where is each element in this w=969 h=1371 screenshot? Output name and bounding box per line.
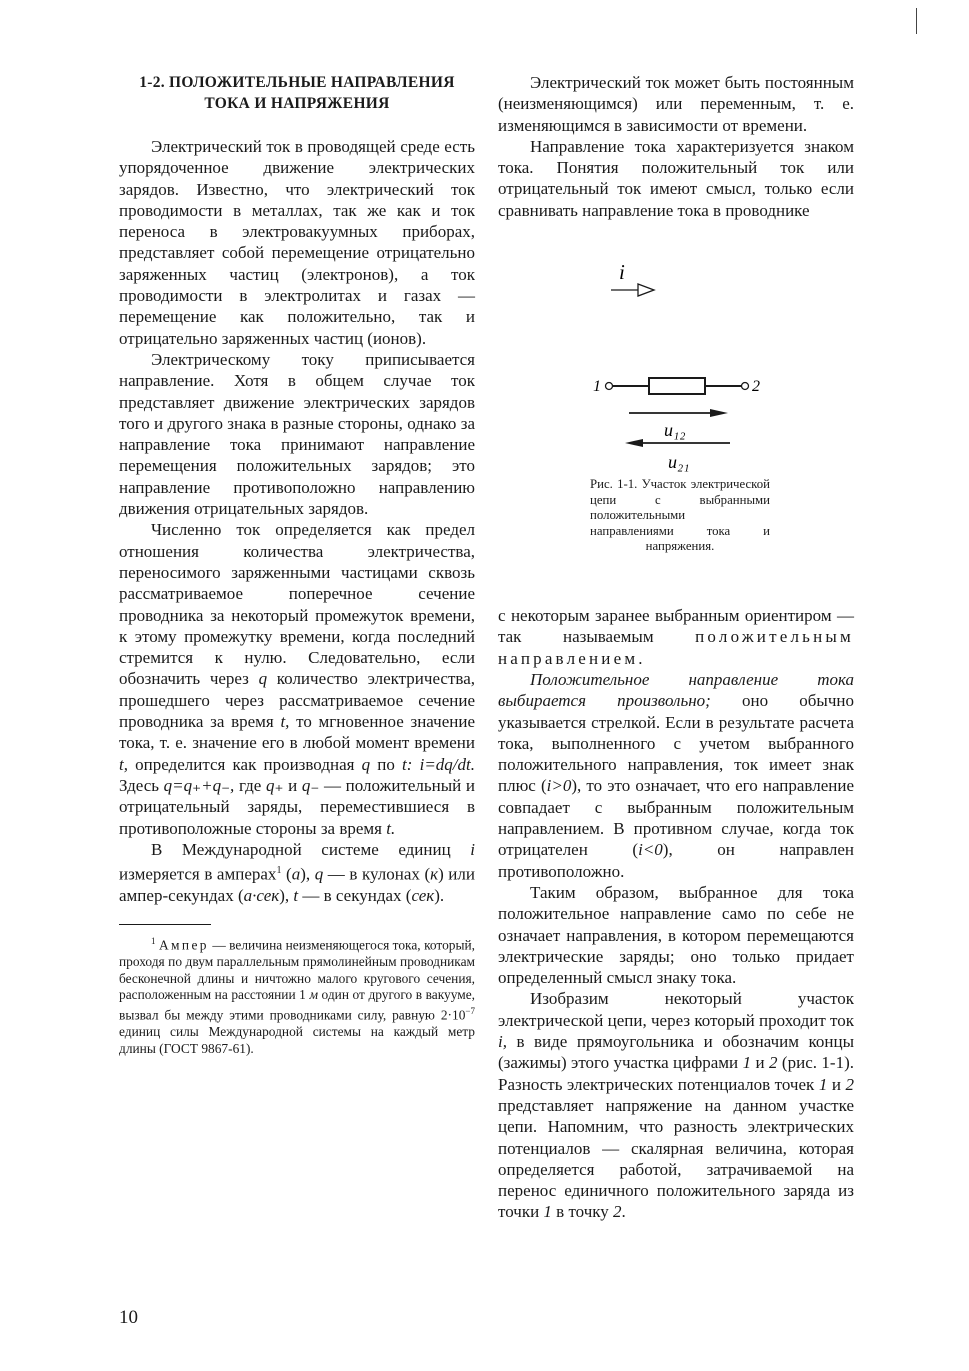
paragraph-current-magnitude: Численно ток определяется как предел отношения количества электричества, переносимого заряженными частицами сквозь рассматриваемое поперечное сечение проводника за некоторый промежуток времени, к этому промежутку времени, когда последний стремится к нулю. Следовательно, если обозначить через q количество электричества, прошедшего через рассматриваемое сечение проводника за время t, то мгновенное значение тока, т. е. значение его в любой момент времени t, определится как производная q по t: i=dq/dt. Здесь q=q₊+q₋, где q₊ и q₋ — положительный и отрицательный заряды, переместившиеся в противоположные стороны за время t.	[119, 520, 475, 838]
u21-label: u₂₁	[668, 452, 690, 473]
left-column	[119, 72, 475, 1057]
figure-1-1	[498, 231, 854, 554]
right-column	[498, 72, 854, 1223]
section-number: 1-2.	[139, 74, 165, 91]
circuit-diagram	[498, 231, 854, 493]
paragraph-arbitrary-direction: Положительное направление тока выбирается произвольно; оно обычно указывается стрелкой. Если в результате расчета тока, выполненного с учетом выбранного положительного направления, ток имеет знак плюс (i>0), то это означает, что его направление совпадает с выбранным положительным направлением. В противном случае, когда ток отрицателен (i<0), он направлен противоположно.	[498, 669, 855, 881]
u12-arrow-head	[710, 409, 728, 417]
u12-label: u₁₂	[664, 420, 686, 441]
section-title-line1: ПОЛОЖИТЕЛЬНЫЕ НАПРАВЛЕНИЯ	[169, 74, 455, 91]
formula-current-derivative: t: i=dq/dt.	[402, 754, 475, 774]
terminal-2	[742, 383, 749, 390]
footnote-reference: 1	[276, 865, 282, 877]
figure-caption: Рис. 1-1. Участок электрической цепи с выбранными положительными направлениями тока и напряжения.	[590, 477, 770, 554]
section-heading	[119, 72, 475, 114]
footnote-divider	[119, 924, 211, 925]
edge-mark	[916, 8, 917, 34]
node-1-label: 1	[593, 378, 601, 396]
term-positive-direction: положительным направлением.	[498, 627, 854, 668]
paragraph-si-units: В Международной системе единиц i измеряется в амперах$^1$ (а), q — в кулонах (к) или ампер-секундах (а·сек), t — в секундах (сек).	[119, 839, 475, 906]
circuit-element-rectangle	[649, 378, 705, 394]
current-arrow-head	[638, 284, 654, 296]
italic-statement: Положительное направление тока выбирается произвольно;	[498, 669, 854, 711]
paragraph-circuit-section: Изобразим некоторый участок электрической цепи, через который проходит ток i, в виде прямоугольника и обозначим концы (зажимы) этого участка цифрами 1 и 2 (рис. 1-1). Разность электрических потенциалов точек 1 и 2 представляет напряжение на данном участке цепи. Напомним, что разность электрических потенциалов — скалярная величина, которая определяется работой, затрачиваемой на перенос единичного положительного заряда из точки 1 в точку 2.	[498, 989, 854, 1222]
footnote-ampere: $^1$ Ампер — величина неизменяющегося тока, который, проходя по двум параллельным прямолинейным проводникам бесконечной длины и ничтожно малого кругового сечения, расположенным на расстоянии 1 м один от другого в вакууме, вызвал бы между этими проводниками силу, равную $2\cdot 10^{-7}$ единиц силы Международной системы на каждый метр длины (ГОСТ 9867-61).	[119, 936, 475, 1056]
node-2-label: 2	[752, 378, 760, 396]
paragraph-reference-direction: с некоторым заранее выбранным ориентиром — так называемым положительным направлением.	[498, 606, 854, 668]
paragraph-current-direction: Электрическому току приписывается направление. Хотя в общем случае ток представляет движение электрических зарядов того и другого знака в разные стороны, однако за направление тока принимают направление перемещения положительных зарядов; это направление противоположно направлению движения отрицательных зарядов.	[119, 349, 475, 519]
current-label: i	[619, 260, 625, 285]
page-number: 10	[119, 1307, 138, 1328]
terminal-1	[606, 383, 613, 390]
paragraph-sign-meaning: Таким образом, выбранное для тока положительное направление само по себе не означает направления, в котором перемещаются электрические заряды; оно только придает определенный смысл знаку тока.	[498, 882, 854, 988]
section-title-line2: ТОКА И НАПРЯЖЕНИЯ	[204, 95, 390, 112]
formula-total-charge: q=q₊+q₋,	[163, 775, 235, 795]
paragraph-dc-ac: Электрический ток может быть постоянным (неизменяющимся) или переменным, т. е. изменяющимся в зависимости от времени.	[498, 73, 854, 135]
u21-arrow-head	[625, 439, 643, 447]
paragraph-current-sign: Направление тока характеризуется знаком тока. Понятия положительный ток или отрицательный ток имеют смысл, только если сравнивать направление тока в проводнике	[498, 136, 854, 220]
paragraph-electric-current-definition: Электрический ток в проводящей среде есть упорядоченное движение электрических зарядов. Известно, что электрический ток проводимости в металлах, так же как и ток переноса в электровакуумных приборах, представляет собой перемещение отрицательно заряженных частиц (электронов), а ток проводимости в электролитах и газах — перемещение как положительно, так и отрицательно заряженных частиц (ионов).	[119, 137, 475, 348]
